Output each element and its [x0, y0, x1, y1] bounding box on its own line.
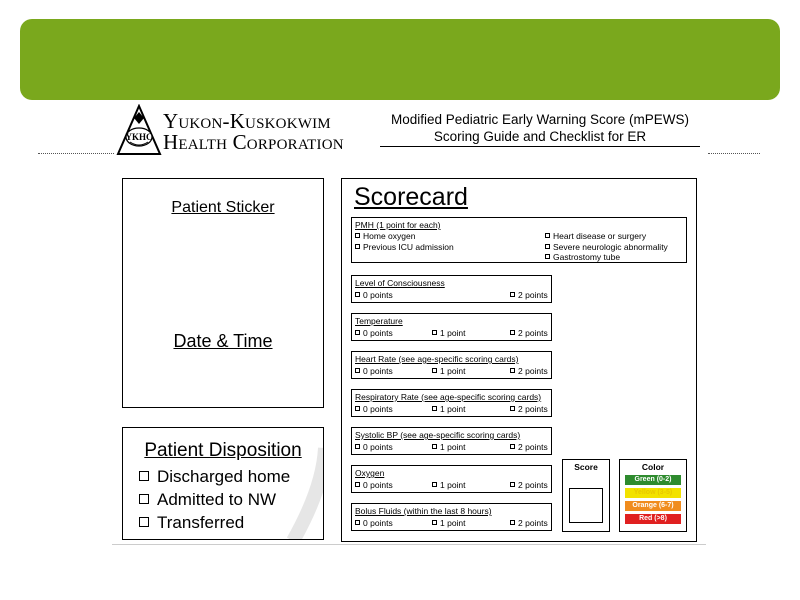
option-2-points[interactable] — [510, 480, 548, 490]
checkbox-icon[interactable] — [545, 254, 550, 259]
checkbox-icon[interactable] — [432, 482, 437, 487]
option-label: 1 point — [440, 518, 466, 528]
option-1-point[interactable] — [432, 404, 466, 414]
org-name-line1: Yukon-Kuskokwim — [163, 109, 331, 133]
option-label: 0 points — [363, 404, 393, 414]
option-label: 2 points — [518, 328, 548, 338]
title-line1: Modified Pediatric Early Warning Score (mPEWS) — [390, 112, 690, 127]
disposition-option-label: Discharged home — [157, 467, 291, 486]
option-label: 2 points — [518, 404, 548, 414]
checkbox-icon[interactable] — [355, 444, 360, 449]
checkbox-icon[interactable] — [510, 444, 515, 449]
pmh-section — [351, 217, 687, 263]
option-2-points[interactable] — [510, 518, 548, 528]
pmh-title: PMH (1 point for each) — [355, 220, 441, 230]
disposition-option-label: Transferred — [157, 513, 245, 532]
checkbox-icon[interactable] — [432, 330, 437, 335]
title-underline — [380, 146, 700, 147]
option-1-point[interactable] — [432, 328, 466, 338]
disposition-option[interactable] — [139, 488, 290, 511]
checkbox-icon[interactable] — [510, 482, 515, 487]
criterion-bolus-fluids — [351, 503, 552, 531]
checkbox-icon[interactable] — [510, 368, 515, 373]
option-label: 1 point — [440, 480, 466, 490]
option-label: 2 points — [518, 518, 548, 528]
option-label: 1 point — [440, 366, 466, 376]
criterion-oxygen — [351, 465, 552, 493]
pmh-right-column — [545, 231, 668, 263]
option-2-points[interactable] — [510, 366, 548, 376]
checkbox-icon[interactable] — [510, 330, 515, 335]
checkbox-icon[interactable] — [355, 520, 360, 525]
patient-sticker-box — [122, 178, 324, 408]
checkbox-icon[interactable] — [139, 517, 149, 527]
pmh-item-label: Home oxygen — [363, 231, 416, 241]
checkbox-icon[interactable] — [355, 244, 360, 249]
dotted-rule-left — [38, 153, 114, 154]
color-swatch-orange: Orange (6-7) — [625, 501, 681, 511]
option-1-point[interactable] — [432, 480, 466, 490]
option-2-points[interactable] — [510, 404, 548, 414]
criterion-systolic-bp — [351, 427, 552, 455]
score-input-field[interactable] — [569, 488, 603, 523]
pmh-item[interactable] — [545, 252, 668, 263]
color-swatch-red: Red (>8) — [625, 514, 681, 524]
criterion-title: Bolus Fluids (within the last 8 hours) — [355, 506, 492, 516]
disposition-option[interactable] — [139, 511, 290, 534]
score-box — [562, 459, 610, 532]
disposition-options — [139, 465, 290, 534]
criterion-title: Heart Rate (see age-specific scoring cards) — [355, 354, 519, 364]
checkbox-icon[interactable] — [355, 233, 360, 238]
criterion-temperature — [351, 313, 552, 341]
option-label: 0 points — [363, 442, 393, 452]
pmh-item[interactable] — [545, 242, 668, 253]
option-0-points[interactable] — [355, 480, 393, 490]
pmh-item-label: Heart disease or surgery — [553, 231, 647, 241]
option-label: 1 point — [440, 404, 466, 414]
bottom-divider — [112, 544, 706, 545]
disposition-title: Patient Disposition — [144, 440, 302, 461]
disposition-option[interactable] — [139, 465, 290, 488]
checkbox-icon[interactable] — [355, 330, 360, 335]
checkbox-icon[interactable] — [355, 368, 360, 373]
checkbox-icon[interactable] — [545, 244, 550, 249]
option-0-points[interactable] — [355, 518, 393, 528]
checkbox-icon[interactable] — [355, 482, 360, 487]
checkbox-icon[interactable] — [432, 406, 437, 411]
checkbox-icon[interactable] — [510, 520, 515, 525]
pmh-item-label: Gastrostomy tube — [553, 252, 621, 262]
checkbox-icon[interactable] — [545, 233, 550, 238]
criterion-level-of-consciousness — [351, 275, 552, 303]
criterion-title: Respiratory Rate (see age-specific scoring cards) — [355, 392, 542, 402]
criterion-title: Systolic BP (see age-specific scoring cards) — [355, 430, 521, 440]
option-label: 2 points — [518, 480, 548, 490]
criterion-title: Temperature — [355, 316, 403, 326]
option-label: 2 points — [518, 366, 548, 376]
option-2-points[interactable] — [510, 290, 548, 300]
criterion-title: Level of Consciousness — [355, 278, 445, 288]
logo-text: YKHC — [125, 132, 153, 142]
score-label: Score — [574, 462, 598, 472]
option-label: 0 points — [363, 328, 393, 338]
option-1-point[interactable] — [432, 366, 466, 376]
pmh-left-column — [355, 231, 454, 252]
patient-sticker-label: Patient Sticker — [171, 199, 275, 216]
criterion-heart-rate — [351, 351, 552, 379]
ykhc-logo — [116, 104, 162, 156]
option-label: 0 points — [363, 290, 393, 300]
option-2-points[interactable] — [510, 328, 548, 338]
option-label: 0 points — [363, 518, 393, 528]
option-label: 1 point — [440, 442, 466, 452]
pmh-item-label: Severe neurologic abnormality — [553, 241, 668, 252]
option-0-points[interactable] — [355, 442, 393, 452]
checkbox-icon[interactable] — [510, 406, 515, 411]
criterion-respiratory-rate — [351, 389, 552, 417]
checkbox-icon[interactable] — [432, 520, 437, 525]
patient-disposition-box — [122, 427, 324, 540]
checkbox-icon[interactable] — [510, 292, 515, 297]
date-time-label: Date & Time — [173, 331, 273, 351]
dotted-rule-right — [708, 153, 760, 154]
option-0-points[interactable] — [355, 404, 393, 414]
document-title — [380, 111, 700, 145]
color-swatch-green: Green (0-2) — [625, 475, 681, 485]
color-legend-box — [619, 459, 687, 532]
scorecard-title: Scorecard — [354, 183, 468, 211]
pmh-item[interactable] — [545, 231, 668, 242]
criterion-title: Oxygen — [355, 468, 385, 478]
pmh-item-label: Previous ICU admission — [363, 241, 454, 252]
checkbox-icon[interactable] — [139, 471, 149, 481]
checkbox-icon[interactable] — [432, 368, 437, 373]
option-1-point[interactable] — [432, 442, 466, 452]
color-label: Color — [641, 462, 665, 472]
option-1-point[interactable] — [432, 518, 466, 528]
color-swatch-yellow: Yellow (3-5) — [625, 488, 681, 498]
option-0-points[interactable] — [355, 366, 393, 376]
option-2-points[interactable] — [510, 442, 548, 452]
checkbox-icon[interactable] — [432, 444, 437, 449]
option-0-points[interactable] — [355, 328, 393, 338]
option-label: 0 points — [363, 366, 393, 376]
scorecard — [341, 178, 697, 542]
pmh-item[interactable] — [355, 242, 454, 253]
checkbox-icon[interactable] — [355, 292, 360, 297]
option-label: 0 points — [363, 480, 393, 490]
checkbox-icon[interactable] — [139, 494, 149, 504]
disposition-option-label: Admitted to NW — [157, 490, 277, 509]
option-label: 2 points — [518, 290, 548, 300]
checkbox-icon[interactable] — [355, 406, 360, 411]
top-banner — [20, 19, 780, 100]
pmh-item[interactable] — [355, 231, 454, 242]
title-line2: Scoring Guide and Checklist for ER — [433, 129, 647, 144]
organization-name — [163, 111, 344, 153]
option-0-points[interactable] — [355, 290, 393, 300]
org-name-line2: Health Corporation — [163, 130, 344, 154]
option-label: 1 point — [440, 328, 466, 338]
option-label: 2 points — [518, 442, 548, 452]
